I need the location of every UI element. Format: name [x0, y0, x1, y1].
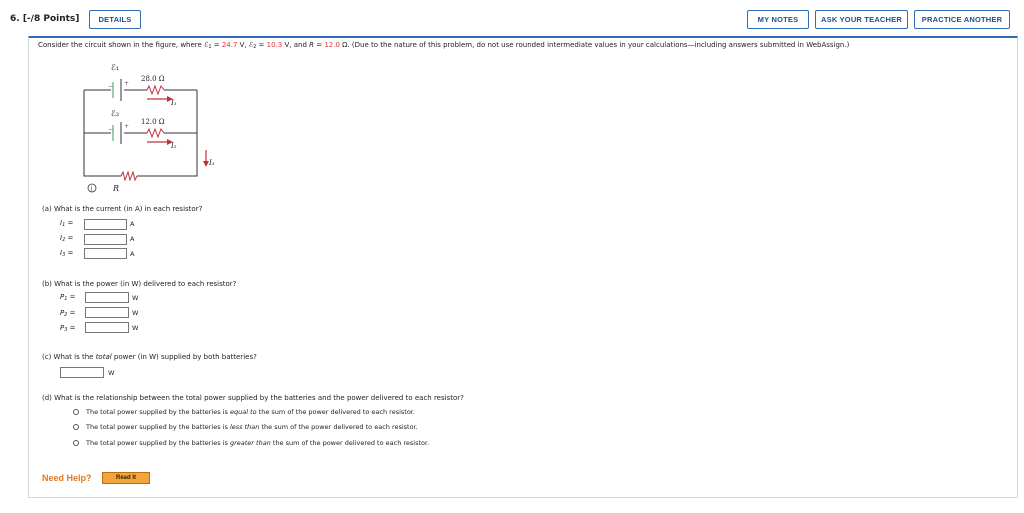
- practice-another-button[interactable]: PRACTICE ANOTHER: [914, 10, 1010, 29]
- p2-unit: W: [132, 309, 139, 317]
- part-d-question: (d) What is the relationship between the total power supplied by the batteries and the power delivered to each resistor?: [42, 394, 464, 402]
- intro-text-4: Ω. (Due to the nature of this problem, do not use rounded intermediate values in your calculations—including answers submitted in WebAssign.): [339, 41, 850, 49]
- i2-input[interactable]: [84, 234, 127, 245]
- p1-equals: =: [67, 293, 76, 301]
- intro-text-2: V,: [237, 41, 249, 49]
- intro-text-1: Consider the circuit shown in the figure, where: [38, 41, 205, 49]
- option-equal-label: [86, 408, 415, 416]
- resistor-2-label: 12.0 Ω: [141, 118, 165, 126]
- radio-option-greater[interactable]: [73, 440, 79, 446]
- emf1-symbol: ℰ: [204, 41, 209, 49]
- read-it-button[interactable]: Read It: [102, 472, 150, 484]
- current-arrow-2: [147, 139, 173, 145]
- current-1-label: I₁: [171, 99, 177, 107]
- p2-label: [60, 309, 76, 318]
- i3-label: [60, 249, 73, 258]
- my-notes-button[interactable]: MY NOTES: [747, 10, 809, 29]
- info-icon-glyph: i: [90, 185, 93, 193]
- plus-sign-1: +: [124, 80, 130, 87]
- battery-2: [113, 122, 121, 144]
- i2-subscript: 2: [62, 237, 66, 243]
- current-3-label: I₃: [209, 159, 215, 167]
- option-greater-emphasis: greater than: [229, 439, 271, 447]
- total-power-input[interactable]: [60, 367, 104, 378]
- resistor-r-label: R: [113, 184, 120, 193]
- p1-unit: W: [132, 294, 139, 302]
- total-power-unit: W: [108, 369, 115, 377]
- p2-subscript: 2: [64, 312, 68, 318]
- resistor-2: [147, 129, 164, 137]
- option-less-text-2: the sum of the power delivered to each resistor.: [259, 423, 418, 431]
- minus-sign-2: −: [108, 126, 114, 133]
- p2-input[interactable]: [85, 307, 129, 318]
- emf1-value: 24.7: [221, 41, 238, 49]
- i2-label: [60, 234, 73, 243]
- p3-unit: W: [132, 324, 139, 332]
- i1-equals: =: [65, 219, 74, 227]
- need-help-label: Need Help?: [42, 473, 92, 483]
- p3-label: [60, 324, 76, 333]
- i1-input[interactable]: [84, 219, 127, 230]
- option-greater-label: [86, 439, 429, 447]
- question-intro: [38, 41, 849, 50]
- emf1-subscript: 1: [208, 44, 212, 50]
- i3-input[interactable]: [84, 248, 127, 259]
- question-number: 6. [-/8 Points]: [10, 14, 80, 24]
- p3-input[interactable]: [85, 322, 129, 333]
- part-b-question: (b) What is the power (in W) delivered to each resistor?: [42, 280, 237, 288]
- option-greater-text-2: the sum of the power delivered to each resistor.: [270, 439, 430, 447]
- emf2-subscript: 2: [253, 44, 257, 50]
- i3-subscript: 3: [62, 252, 66, 258]
- resistor-1-label: 28.0 Ω: [141, 75, 165, 83]
- i1-unit: A: [130, 220, 135, 228]
- current-2-label: I₂: [171, 142, 177, 150]
- r-value: 12.0: [324, 41, 340, 49]
- emf1-label: ℰ₁: [111, 63, 120, 72]
- i1-label: [60, 219, 73, 228]
- minus-sign-1: −: [108, 83, 114, 90]
- i3-symbol: I: [60, 249, 63, 257]
- intro-eq-1: =: [211, 41, 222, 49]
- p1-symbol: P: [60, 293, 65, 301]
- part-c-text-2: power (in W) supplied by both batteries?: [111, 353, 257, 361]
- emf2-value: 10.3: [266, 41, 283, 49]
- option-less-emphasis: less than: [229, 423, 260, 431]
- resistor-1: [147, 86, 164, 94]
- p3-subscript: 3: [64, 327, 68, 333]
- intro-eq-3: =: [313, 41, 325, 49]
- i2-equals: =: [65, 234, 74, 242]
- option-greater-text-1: The total power supplied by the batteries is: [86, 439, 230, 447]
- plus-sign-2: +: [124, 123, 130, 130]
- r-symbol: R: [309, 41, 314, 49]
- i1-symbol: I: [60, 219, 63, 227]
- radio-option-less[interactable]: [73, 424, 79, 430]
- part-c-emphasis: total: [95, 353, 112, 361]
- part-c-question: [42, 353, 257, 361]
- i3-unit: A: [130, 250, 135, 258]
- current-arrow-1: [147, 96, 173, 102]
- i2-unit: A: [130, 235, 135, 243]
- p1-subscript: 1: [64, 296, 68, 302]
- p3-equals: =: [67, 324, 76, 332]
- emf2-label: ℰ₂: [111, 109, 120, 118]
- p1-input[interactable]: [85, 292, 129, 303]
- circuit-diagram: [75, 58, 235, 198]
- option-less-label: [86, 423, 418, 431]
- i1-subscript: 1: [62, 222, 66, 228]
- option-less-text-1: The total power supplied by the batteries is: [86, 423, 230, 431]
- ask-teacher-button[interactable]: ASK YOUR TEACHER: [815, 10, 908, 29]
- radio-option-equal[interactable]: [73, 409, 79, 415]
- i2-symbol: I: [60, 234, 63, 242]
- part-c-text-1: (c) What is the: [42, 353, 96, 361]
- option-equal-text-2: the sum of the power delivered to each resistor.: [256, 408, 415, 416]
- intro-eq-2: =: [256, 41, 267, 49]
- details-button[interactable]: DETAILS: [89, 10, 141, 29]
- p1-label: [60, 293, 76, 302]
- part-a-question: (a) What is the current (in A) in each resistor?: [42, 205, 203, 213]
- p2-equals: =: [67, 309, 76, 317]
- resistor-r: [121, 172, 137, 180]
- battery-1: [113, 79, 121, 101]
- emf2-symbol: ℰ: [248, 41, 254, 49]
- info-icon[interactable]: [88, 184, 96, 193]
- option-equal-emphasis: equal to: [229, 408, 257, 416]
- p2-symbol: P: [60, 309, 65, 317]
- p3-symbol: P: [60, 324, 65, 332]
- option-equal-text-1: The total power supplied by the batteries is: [86, 408, 230, 416]
- intro-text-3: V, and: [282, 41, 310, 49]
- i3-equals: =: [65, 249, 74, 257]
